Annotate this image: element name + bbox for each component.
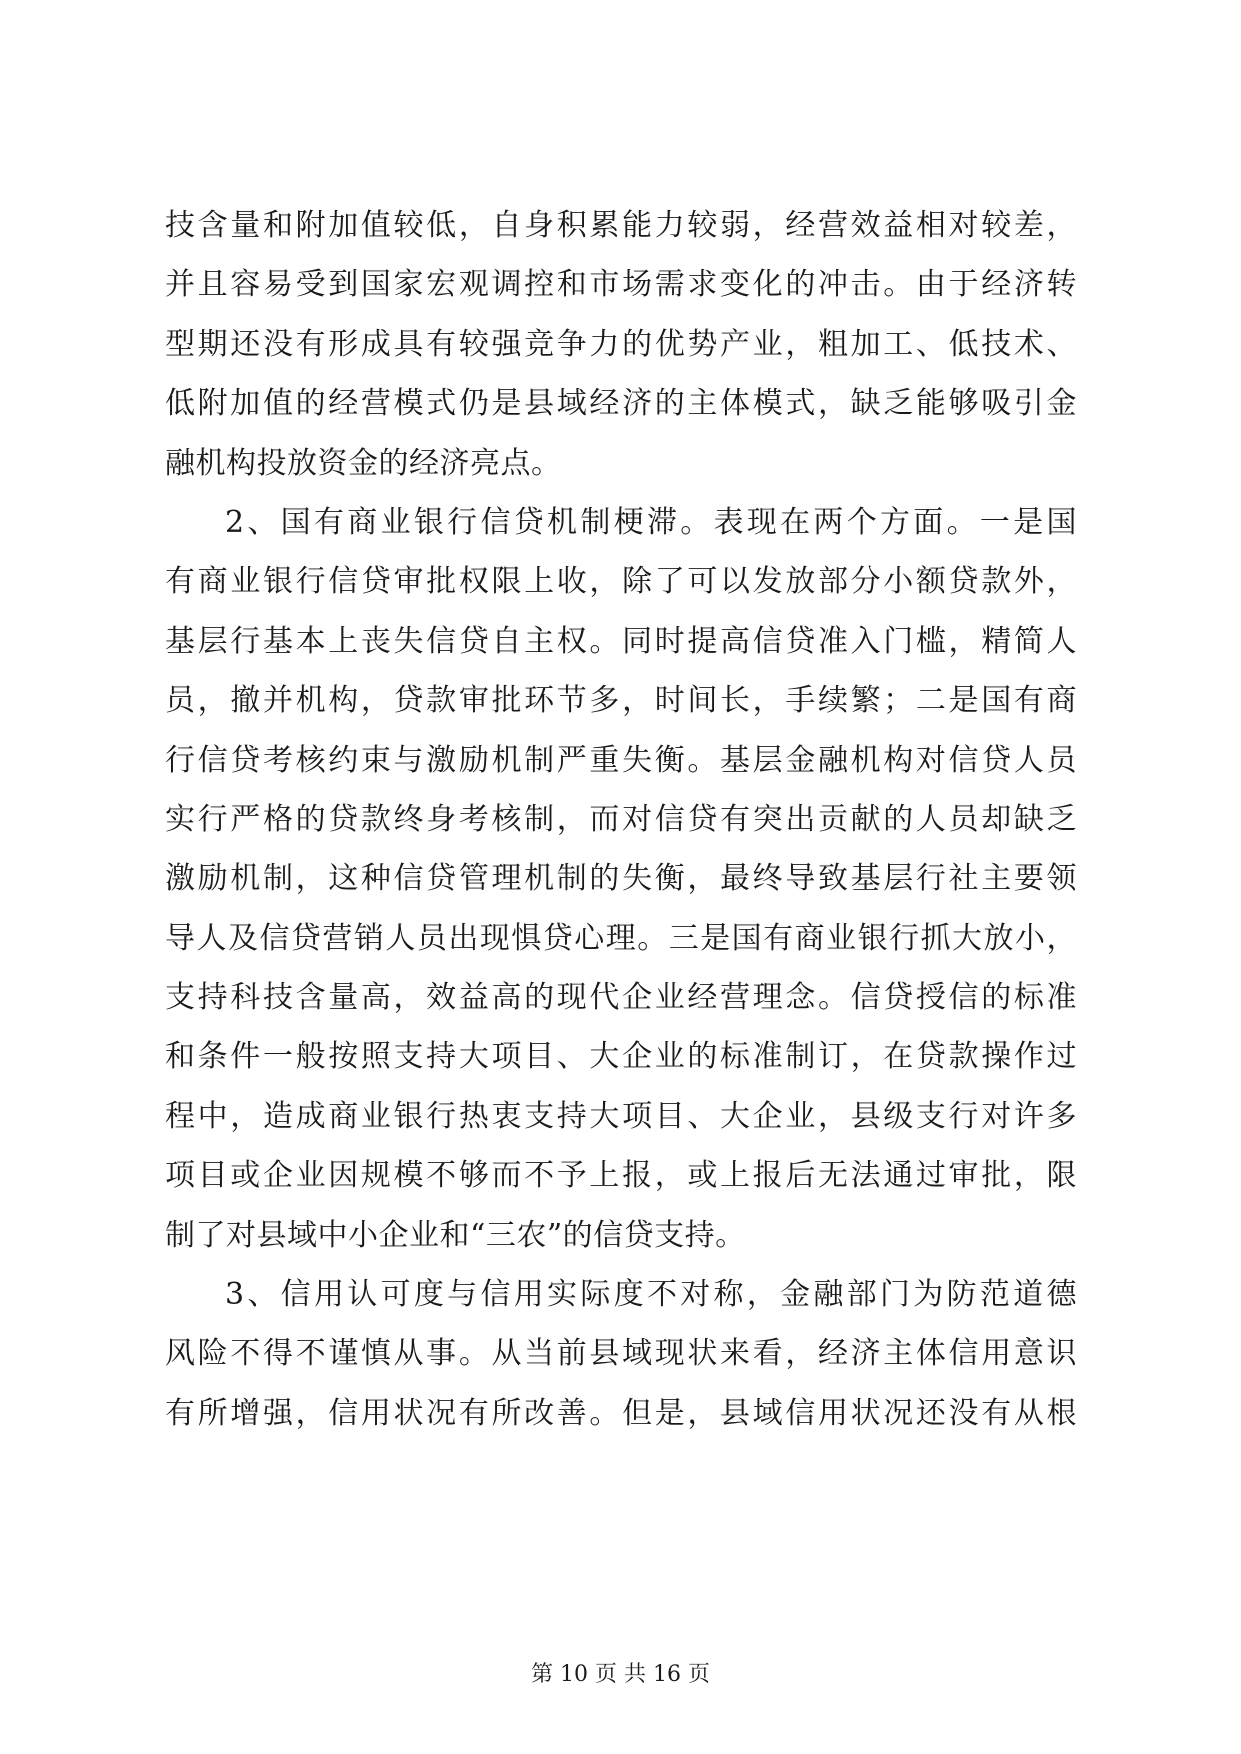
text-line: 行信贷考核约束与激励机制严重失衡。基层金融机构对信贷人员 (165, 742, 1077, 778)
text-line: 低附加值的经营模式仍是县域经济的主体模式，缺乏能够吸引金 (165, 386, 1077, 422)
text-line: 并且容易受到国家宏观调控和市场需求变化的冲击。由于经济转 (165, 267, 1077, 303)
text-line: 型期还没有形成具有较强竞争力的优势产业，粗加工、低技术、 (165, 326, 1077, 362)
text-line: 有所增强，信用状况有所改善。但是，县域信用状况还没有从根 (165, 1395, 1077, 1431)
text-line: 激励机制，这种信贷管理机制的失衡，最终导致基层行社主要领 (165, 861, 1077, 897)
page-number-footer: 第 10 页 共 16 页 (531, 1662, 710, 1687)
text-line: 技含量和附加值较低，自身积累能力较弱，经营效益相对较差， (165, 208, 1077, 243)
paragraph-first-line: 2、国有商业银行信贷机制梗滞。表现在两个方面。一是国 (225, 504, 1077, 540)
text-line: 制了对县域中小企业和“三农”的信贷支持。 (165, 1217, 746, 1253)
paragraph-first-line: 3、信用认可度与信用实际度不对称，金融部门为防范道德 (225, 1277, 1077, 1313)
text-line: 程中，造成商业银行热衷支持大项目、大企业，县级支行对许多 (165, 1098, 1077, 1134)
text-line: 基层行基本上丧失信贷自主权。同时提高信贷准入门槛，精简人 (165, 623, 1077, 659)
text-line: 和条件一般按照支持大项目、大企业的标准制订，在贷款操作过 (165, 1039, 1077, 1075)
text-line: 导人及信贷营销人员出现惧贷心理。三是国有商业银行抓大放小， (165, 920, 1077, 956)
text-line: 项目或企业因规模不够而不予上报，或上报后无法通过审批，限 (165, 1158, 1077, 1194)
text-line: 有商业银行信贷审批权限上收，除了可以发放部分小额贷款外， (165, 564, 1077, 600)
body-text (165, 196, 1077, 1443)
text-line: 风险不得不谨慎从事。从当前县域现状来看，经济主体信用意识 (165, 1336, 1077, 1372)
text-line: 支持科技含量高，效益高的现代企业经营理念。信贷授信的标准 (165, 980, 1077, 1016)
text-line: 实行严格的贷款终身考核制，而对信贷有突出贡献的人员却缺乏 (165, 801, 1077, 837)
text-line: 员，撤并机构，贷款审批环节多，时间长，手续繁；二是国有商 (165, 683, 1077, 719)
text-line: 融机构投放资金的经济亮点。 (165, 445, 562, 481)
